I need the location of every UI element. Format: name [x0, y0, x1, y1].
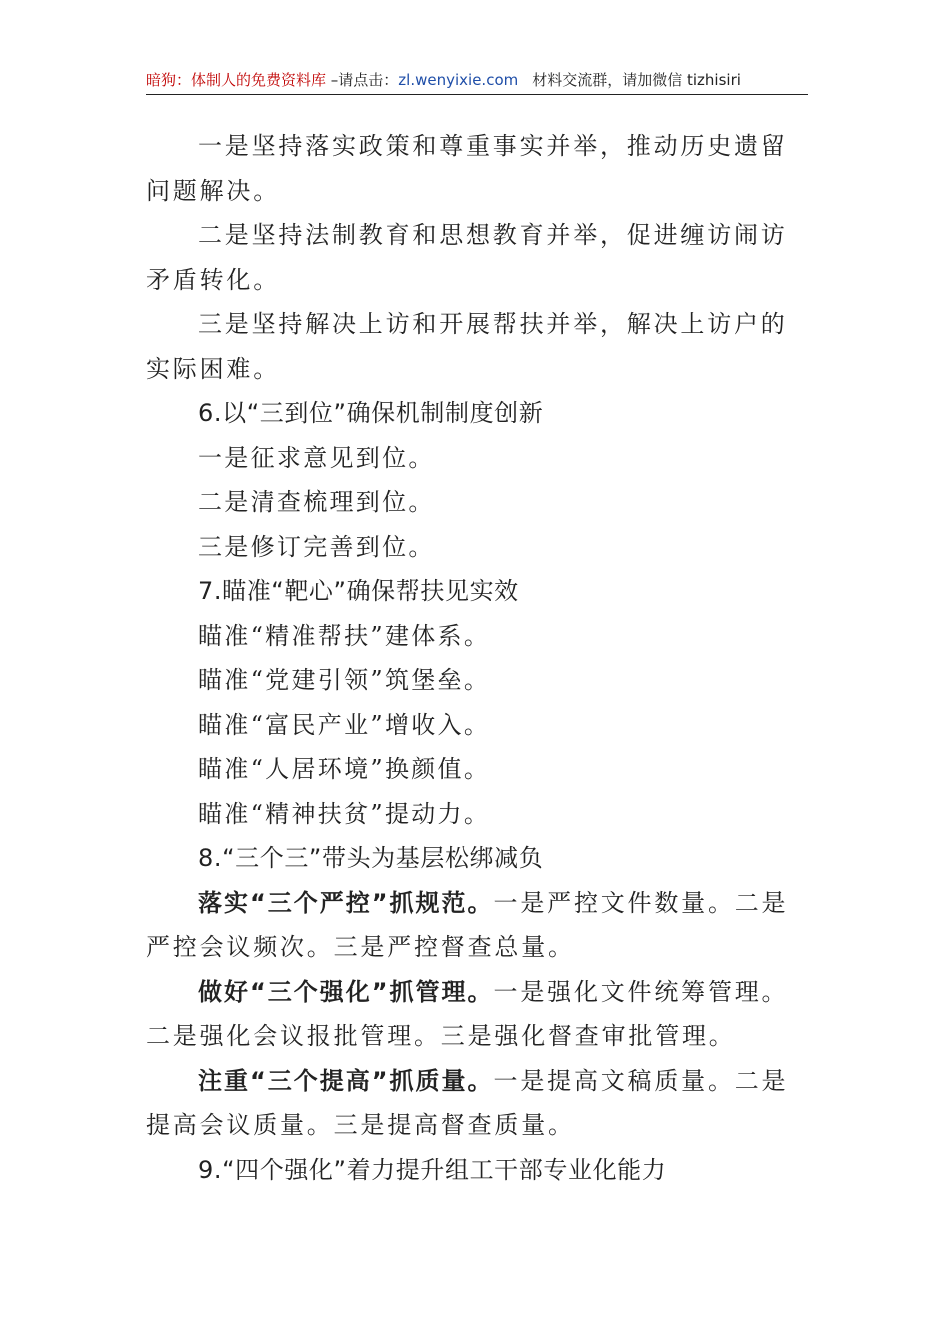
bold-lead: 注重“三个提高”抓质量。 — [198, 1066, 494, 1095]
list-item: 瞄准“人居环境”换颜值。 — [198, 755, 491, 783]
paragraph-1: 一是坚持落实政策和尊重事实并举，推动历史遗留问题解决。 — [146, 132, 788, 205]
paragraph-text: 一是强化文件统筹管理。二是强化会议报批管理。三是强化督查审批管理。 — [146, 977, 789, 1050]
paragraph-3: 三是坚持解决上访和开展帮扶并举，解决上访户的实际困难。 — [146, 310, 788, 383]
paragraph-text: 一是提高文稿质量。二是提高会议质量。三是提高督查质量。 — [146, 1066, 789, 1139]
page-header — [146, 68, 808, 95]
paragraph-8-3 — [146, 1059, 808, 1148]
list-item: 三是修订完善到位。 — [198, 532, 435, 561]
paragraph-8-2 — [146, 970, 808, 1059]
list-item: 瞄准“精神扶贫”提动力。 — [198, 799, 491, 828]
section-heading-6: 6.以“三到位”确保机制制度创新 — [198, 399, 544, 427]
list-item: 瞄准“精准帮扶”建体系。 — [198, 621, 491, 650]
click-prompt: –请点击： — [326, 71, 399, 89]
document-body — [146, 124, 808, 1192]
list-item: 一是征求意见到位。 — [198, 443, 435, 472]
bold-lead: 做好“三个强化”抓管理。 — [198, 977, 494, 1006]
paragraph-2: 二是坚持法制教育和思想教育并举，促进缠访闹访矛盾转化。 — [146, 221, 788, 294]
site-name: 暗狗：体制人的免费资料库 — [146, 71, 327, 89]
list-item: 瞄准“富民产业”增收入。 — [198, 710, 491, 739]
group-note: 材料交流群，请加微信 tizhisiri — [532, 71, 741, 89]
list-item: 瞄准“党建引领”筑堡垒。 — [198, 666, 491, 694]
bold-lead: 落实“三个严控”抓规范。 — [198, 888, 494, 917]
site-url-link[interactable]: zl.wenyixie.com — [398, 71, 519, 89]
section-heading-8: 8.“三个三”带头为基层松绑减负 — [198, 844, 544, 872]
paragraph-8-1 — [146, 881, 808, 970]
list-item: 二是清查梳理到位。 — [198, 488, 435, 516]
paragraph-text: 一是严控文件数量。二是严控会议频次。三是严控督查总量。 — [146, 888, 789, 961]
section-heading-7: 7.瞄准“靶心”确保帮扶见实效 — [198, 577, 519, 605]
section-heading-9: 9.“四个强化”着力提升组工干部专业化能力 — [198, 1155, 667, 1184]
